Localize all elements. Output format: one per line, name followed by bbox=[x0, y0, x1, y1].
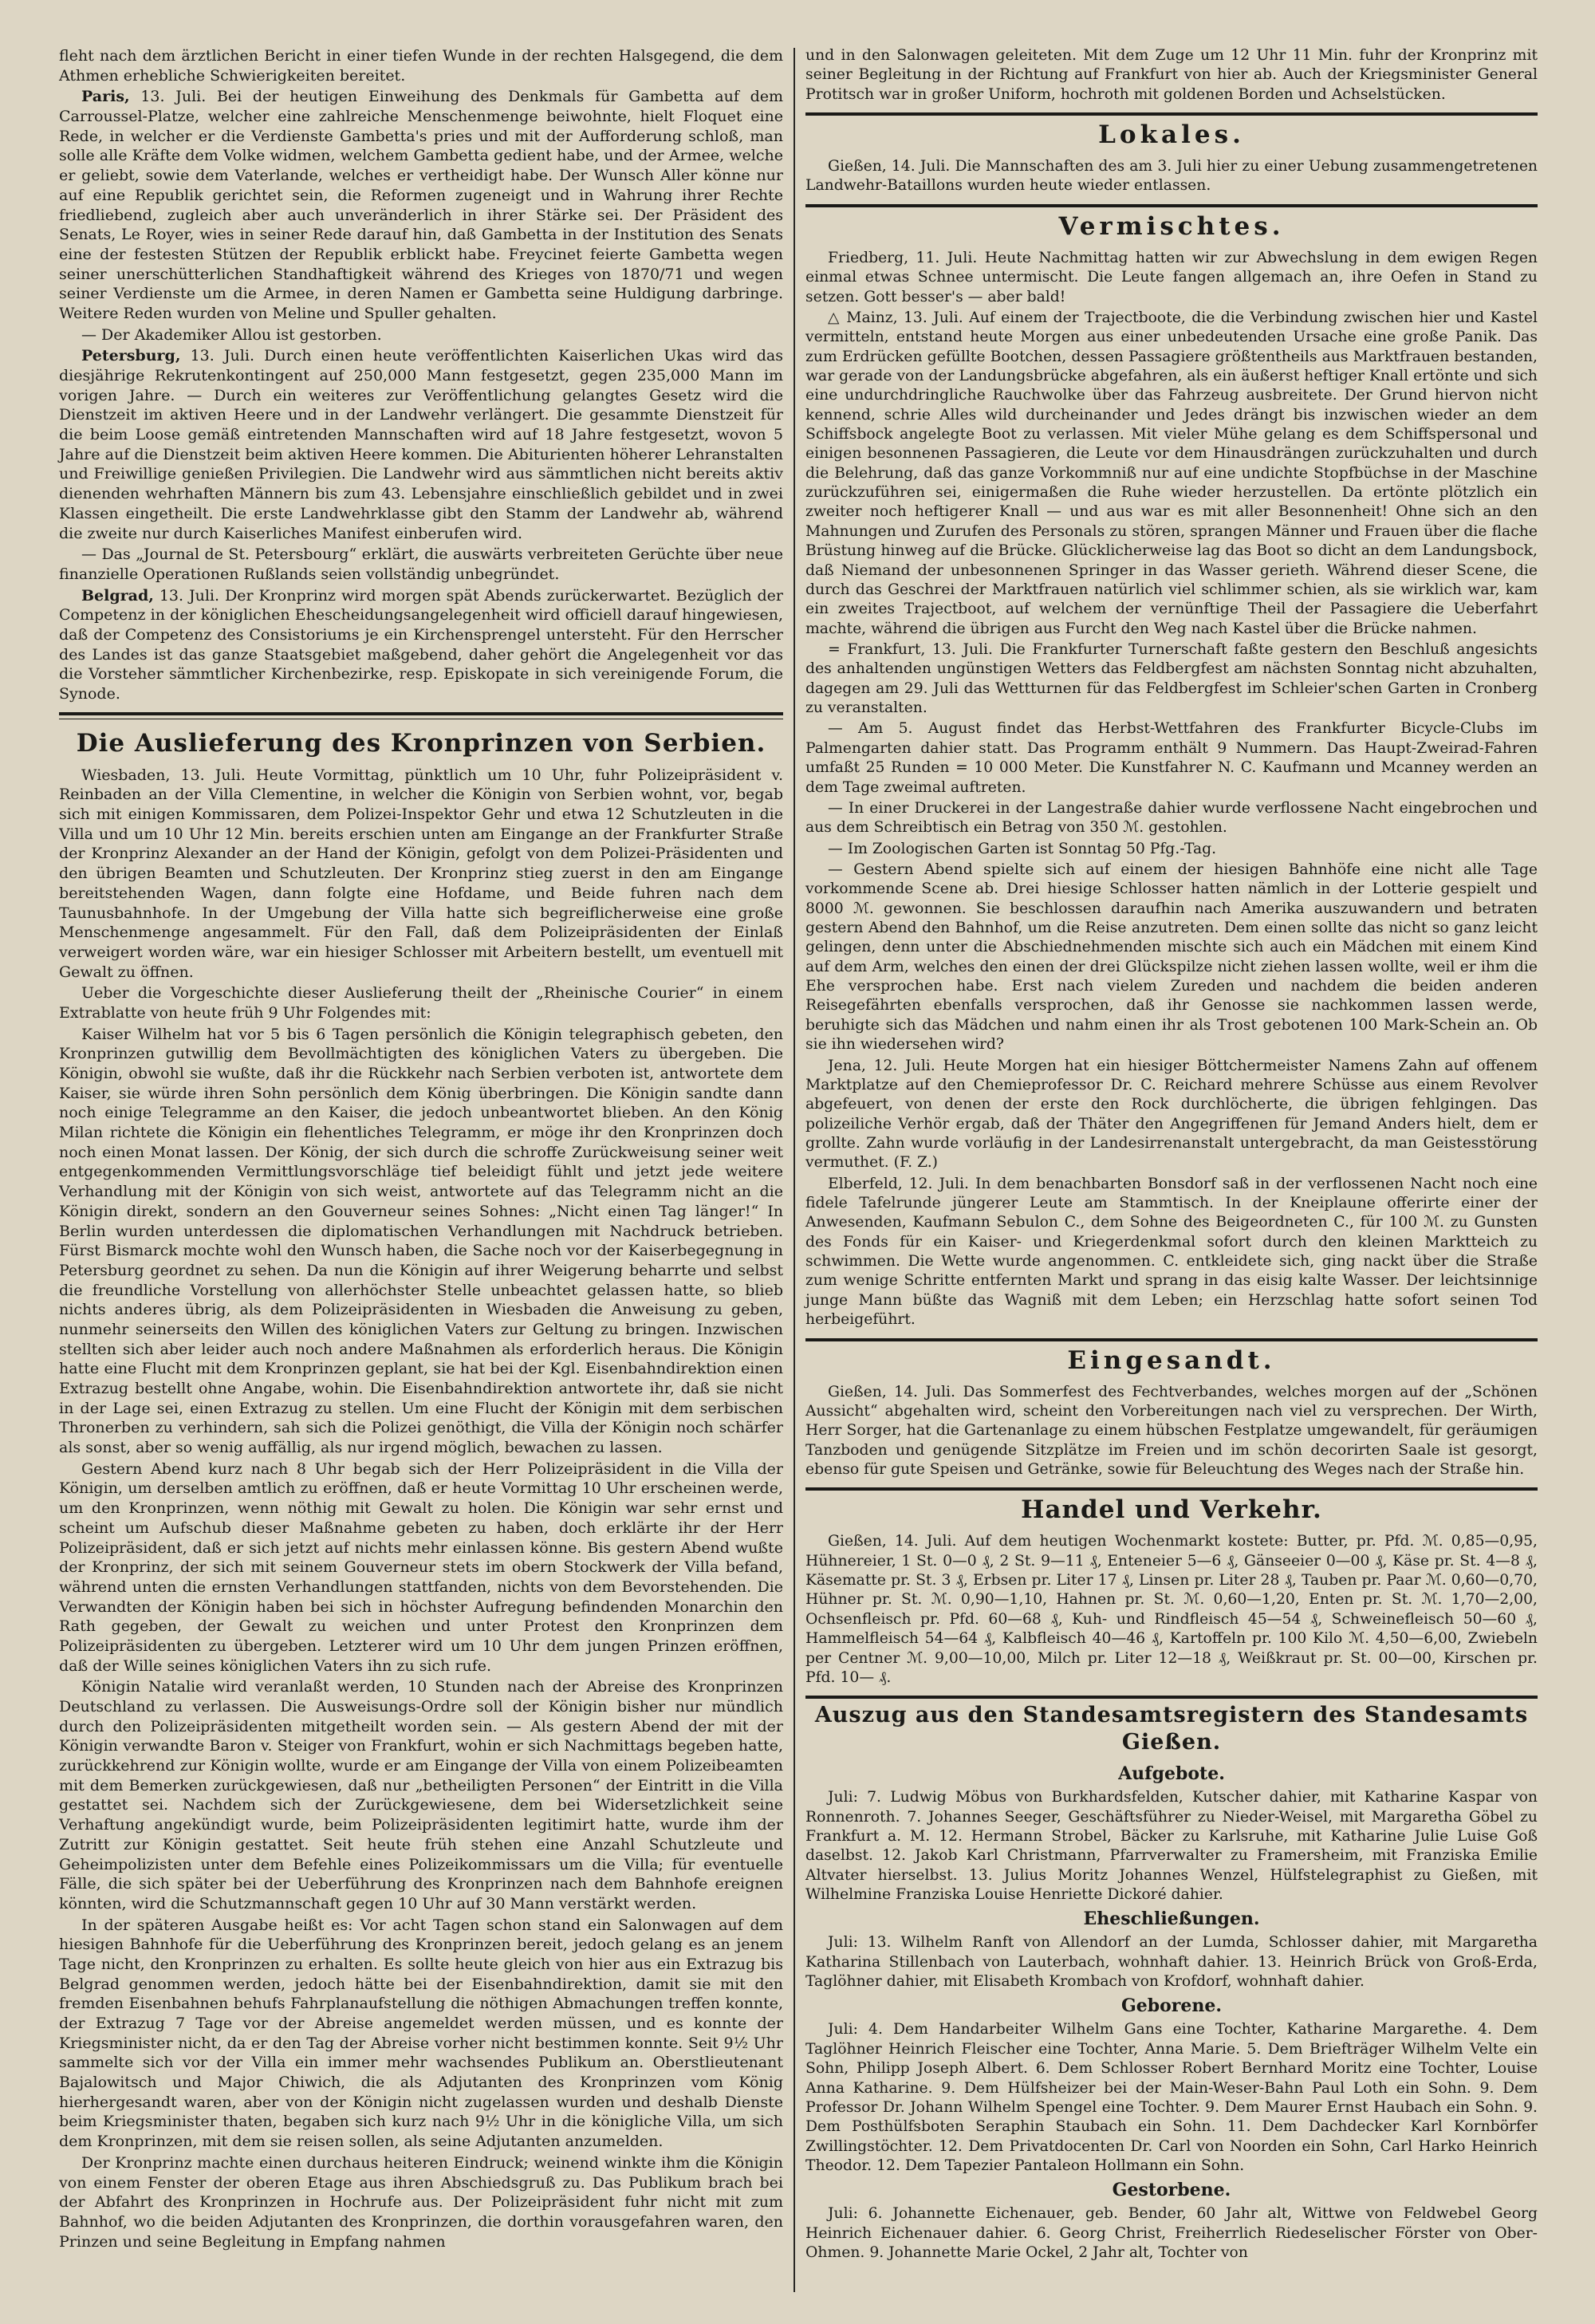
paragraph bbox=[59, 586, 783, 704]
paragraph: Juli: 13. Wilhelm Ranft von Allendorf an der Lumda, Schlosser dahier, mit Margaretha Katharina Stillenbach von Lauterbach, wohnhaft dahier. 13. Heinrich Brück von Groß-Erda, Taglöhner dahier, mit Elisabeth Krombach von Krofdorf, wohnhaft dahier. bbox=[805, 1934, 1538, 1991]
section-title-eingesandt: Eingesandt. bbox=[1067, 1345, 1276, 1375]
paragraph-text: 13. Juli. Durch einen heute veröffentlichten Kaiserlichen Ukas wird das diesjährige Rekrutenkontingent auf 250,000 Mann festgesetzt, gegen 235,000 Mann im vorigen Jahre. — Durch ein weiteres zur Veröffentlichung gelangtes Gesetz wird die Dienstzeit im aktiven Heere und in der Landwehr verlängert. Die gesammte Dienstzeit für die beim Loose gemäß eintretenden Mannschaften wird auf 18 Jahre festgesetzt, wovon 5 Jahre auf die Dienstzeit beim aktiven Heere kommen. Die Abiturienten höherer Lehranstalten und Freiwillige genießen Privilegien. Die Landwehr wird aus sämmtlichen nicht bereits aktiv dienenden wehrhaften Männern bis zum 43. Lebensjahre einschließlich gebildet und in zwei Klassen eingetheilt. Die erste Landwehrklasse gibt den Stamm der Landwehr ab, während die zweite nur durch Kaiserliches Manifest einberufen wird. bbox=[59, 347, 783, 542]
article-title: Die Auslieferung des Kronprinzen von Serbien. bbox=[76, 728, 766, 758]
paragraph-text: 13. Juli. Der Kronprinz wird morgen spät Abends zurückerwartet. Bezüglich der Competenz in der königlichen Ehescheidungsangelegenheit wird officiell darauf hingewiesen, daß der Competenz des Consistoriums je ein Kirchensprengel untersteht. Für den Herrscher des Landes ist das ganze Staatsgebiet maßgebend, daher gehört die Angelegenheit vor das die Vorsteher sämmtlicher Kirchenbezirke, resp. Episkopate in sich vereinigende Forum, die Synode. bbox=[59, 586, 783, 703]
section-title-standesamt: Auszug aus den Standesamtsregistern des Standesamts Gießen. bbox=[814, 1703, 1529, 1755]
paragraph: Juli: 7. Ludwig Möbus von Burkhardsfelden, Kutscher dahier, mit Katharine Kaspar von Ronnenroth. 7. Johannes Seeger, Geschäftsführer zu Nieder-Weisel, mit Margaretha Göbel zu Frankfurt a. M. 12. Hermann Strobel, Bäcker zu Karlsruhe, mit Katharine Julie Luise Goß daselbst. 12. Jakob Karl Christmann, Pfarrverwalter zu Framersheim, mit Franziska Emilie Altvater hierselbst. 13. Julius Moritz Johannes Wenzel, Hülfstelegraphist zu Gießen, mit Wilhelmine Franziska Louise Henriette Dickoré dahier. bbox=[805, 1789, 1538, 1904]
paragraph: fleht nach dem ärztlichen Bericht in einer tiefen Wunde in der rechten Halsgegend, die dem Athmen erhebliche Schwierigkeiten bereitet. bbox=[59, 47, 783, 85]
left-column bbox=[59, 46, 783, 2292]
section-rule bbox=[805, 1487, 1538, 1491]
paragraph: und in den Salonwagen geleiteten. Mit dem Zuge um 12 Uhr 11 Min. fuhr der Kronprinz mit seiner Begleitung in der Richtung auf Frankfurt von hier ab. Auch der Kriegsminister General Protitsch war in großer Uniform, hochroth mit goldenen Borden und Achselstücken. bbox=[805, 47, 1538, 103]
paragraph: Ueber die Vorgeschichte dieser Auslieferung theilt der „Rheinische Courier“ in einem Extrablatte von heute früh 9 Uhr Folgendes mit: bbox=[59, 984, 783, 1022]
paragraph: Jena, 12. Juli. Heute Morgen hat ein hiesiger Böttchermeister Namens Zahn auf offenem Marktplatze auf den Chemieprofessor Dr. C. Reichard mehrere Schüsse aus einem Revolver abgefeuert, von denen der erste den Rock durchlöcherte, die übrigen fehlgingen. Das polizeiliche Verhör ergab, daß der Thäter den Angegriffenen für Jemand Anders hielt, dem er grollte. Zahn wurde vorläufig in der Landesirrenanstalt untergebracht, da man Geistesstörung vermuthet. (F. Z.) bbox=[805, 1057, 1538, 1172]
right-column bbox=[805, 46, 1538, 2292]
paragraph: In der späteren Ausgabe heißt es: Vor acht Tagen schon stand ein Salonwagen auf dem hiesigen Bahnhofe für die Ueberführung des Kronprinzen bereit, jedoch gelang es an jenem Tage nicht, den Kronprinzen zu erhalten. Es sollte heute gleich von hier aus ein Extrazug bis Belgrad genommen werden, jedoch hätte bei der Eisenbahndirektion, damit sie mit den fremden Eisenbahnen behufs Fahrplanaufstellung die nöthigen Abmachungen treffen konnte, der Extrazug 7 Tage vor der Abreise angemeldet werden müssen, und es konnte der Kriegsminister nicht, da er den Tag der Abreise vorher nicht bestimmen konnte. Seit 9½ Uhr sammelte sich vor der Villa ein immer mehr wachsendes Publikum an. Oberstlieutenant Bajalowitsch und Major Chiwich, die als Adjutanten des Kronprinzen vom König hierhergesandt waren, aber von der Königin nicht zugelassen wurden und deshalb Dienste beim Kriegsminister thaten, begaben sich kurz nach 9½ Uhr in die königliche Villa, um sich dem Kronprinzen, mit dem sie reisen sollen, als seine Adjutanten anzumelden. bbox=[59, 1916, 783, 2151]
section-title-lokales: Lokales. bbox=[1098, 120, 1245, 150]
dateline-place: Paris, bbox=[81, 88, 130, 106]
paragraph: Friedberg, 11. Juli. Heute Nachmittag hatten wir zur Abwechslung in dem ewigen Regen einmal etwas Schnee untermischt. Die Leute fangen allgemach an, ihre Oefen in Stand zu setzen. Gott besser's — aber bald! bbox=[805, 249, 1538, 305]
section-rule bbox=[805, 1696, 1538, 1699]
paragraph: Juli: 4. Dem Handarbeiter Wilhelm Gans eine Tochter, Katharine Margarethe. 4. Dem Taglöhner Heinrich Fleischer eine Tochter, Anna Marie. 5. Dem Briefträger Wilhelm Velte ein Sohn, Philipp Joseph Albert. 6. Dem Schlosser Robert Bernhard Moritz eine Tochter, Louise Anna Katharine. 9. Dem Hülfsheizer bei der Main-Weser-Bahn Paul Loth ein Sohn. 9. Dem Professor Dr. Johann Wilhelm Spengel eine Tochter. 9. Dem Maurer Ernst Haubach ein Sohn. 9. Dem Posthülfsboten Seraphin Staubach ein Sohn. 11. Dem Dachdecker Karl Kornbörfer Zwillingstöchter. 12. Dem Privatdocenten Dr. Carl von Noorden ein Sohn, Carl Harko Heinrich Theodor. 12. Dem Tapezier Pantaleon Hollmann ein Sohn. bbox=[805, 2021, 1538, 2174]
paragraph: Wiesbaden, 13. Juli. Heute Vormittag, pünktlich um 10 Uhr, fuhr Polizeipräsident v. Reinbaden an der Villa Clementine, in welcher die Königin von Serbien wohnt, vor, begab sich mit einigen Kommissaren, dem Polizei-Inspektor Gehr und etwa 12 Schutzleuten in die Villa und um 10 Uhr 12 Min. bereits erschien unten am Eingange an der Frankfurter Straße der Kronprinz Alexander an der Hand der Königin, gefolgt von dem Polizei-Präsidenten und den übrigen Beamten und Schutzleuten. Der Kronprinz stieg zuerst in den am Eingange bereitstehenden Wagen, dann folgte eine Hofdame, und Beide fuhren nach dem Taunusbahnhofe. In der Umgebung der Villa hatte sich begreiflicherweise eine große Menschenmenge angesammelt. Für den Fall, daß dem Polizeipräsidenten der Einlaß verweigert worden wäre, war ein hiesiger Schlosser mit Arbeitern bestellt, um eventuell mit Gewalt zu öffnen. bbox=[59, 766, 783, 981]
subsection-title-gestorbene: Gestorbene. bbox=[1112, 2180, 1231, 2201]
paragraph: △ Mainz, 13. Juli. Auf einem der Trajectboote, die die Verbindung zwischen hier und Kastel vermitteln, entstand heute Morgen aus einer unbedeutenden Ursache eine große Panik. Das zum Erdrücken gefüllte Bootchen, dessen Passagiere größtentheils aus Marktfrauen bestanden, war gerade von der Landungsbrücke abgefahren, als ein äußerst heftiger Knall ertönte und sich eine undurchdringliche Rauchwolke über das Fahrzeug ausbreitete. Der Grund hiervon nicht kennend, schrie Alles wild durcheinander und Jedes drängt bis inzwischen wieder an dem Schiffsbock angelegte Boot zu verlassen. Mit vieler Mühe gelang es dem Schiffspersonal und einigen besonnenen Passagieren, die Leute vor dem Hinausdrängen zurückzuhalten und durch die Belehrung, daß das ganze Vorkommniß nur auf eine undichte Stopfbüchse in der Maschine zurückzuführen sei, einigermaßen die Ruhe wieder herzustellen. Da ertönte plötzlich ein zweiter noch heftigerer Knall — und aus war es mit aller Besonnenheit! Ohne sich an den Mahnungen und Zurufen des Personals zu stören, sprangen Männer und Frauen über die flache Brüstung hinweg auf die Brücke. Glücklicherweise lag das Boot so dicht an dem Landungsbock, daß Niemand der unbesonnenen Springer in das Wasser gerieth. Während dieser Scene, die durch das Geschrei der Marktfrauen natürlich viel schlimmer schien, als sie wirklich war, kam ein zweites Trajectboot, auf welchem der vernünftige Theil der Passagiere die Ueberfahrt machte, während die übrigen aus Furcht den Weg nach Kastel über die Brücke nahmen. bbox=[805, 309, 1538, 637]
column-divider bbox=[794, 48, 795, 2292]
section-title-vermischtes: Vermischtes. bbox=[1058, 211, 1285, 241]
paragraph: — Der Akademiker Allou ist gestorben. bbox=[81, 325, 382, 344]
section-rule bbox=[805, 112, 1538, 116]
paragraph: — Gestern Abend spielte sich auf einem der hiesigen Bahnhöfe eine nicht alle Tage vorkommende Scene ab. Drei hiesige Schlosser hatten nämlich in der Lotterie gespielt und 8000 ℳ. gewonnen. Sie beschlossen daraufhin nach Amerika auszuwandern und betraten gestern Abend den Bahnhof, um die Reise anzutreten. Dem einen sollte das nicht so ganz leicht gelingen, denn unter die Abschiednehmenden mischte sich auch ein Mädchen mit einem Kind auf dem Arm, welches den einen der drei Glückspilze nicht ziehen lassen wollte, weil er ihm die Ehe versprochen habe. Erst nach vielem Zureden und nachdem die beiden anderen Reisegefährten ebenfalls versprochen, daß ihr Genosse sie nachkommen lassen werde, beruhigte sich das Mädchen und nahm einen ihr als Trost gebotenen 100 Mark-Schein an. Ob sie ihn wiedersehen wird? bbox=[805, 861, 1538, 1054]
paragraph: Königin Natalie wird veranlaßt werden, 10 Stunden nach der Abreise des Kronprinzen Deutschland zu verlassen. Die Ausweisungs-Ordre soll der Königin bisher nur mündlich durch den Polizeipräsidenten mitgetheilt worden sein. — Als gestern Abend der mit der Königin verwandte Baron v. Steiger von Frankfurt, wohin er sich Nachmittags begeben hatte, zurückkehrend zur Königin wollte, wurde er am Eingange der Villa von einem Polizeibeamten mit dem Bemerken zurückgewiesen, daß nur „betheiligten Personen“ der Eintritt in die Villa gestattet sei. Nachdem sich der Zurückgewiesene, dem bei Widersetzlichkeit seine Verhaftung angekündigt wurde, beim Polizeipräsidenten legitimirt hatte, wurde ihm der Zutritt zur Königin gestattet. Seit heute früh stehen eine Anzahl Schutzleute und Geheimpolizisten unter dem Befehle eines Polizeikommissars um die Villa; für eventuelle Fälle, die sich später bei der Ueberführung des Kronprinzen nach dem Bahnhofe ereignen könnten, wird die Schutzmannschaft gegen 10 Uhr auf 30 Mann verstärkt werden. bbox=[59, 1678, 783, 1912]
dateline-place: Petersburg, bbox=[81, 347, 181, 365]
subsection-title-geborene: Geborene. bbox=[1120, 1995, 1223, 2017]
paragraph: — Im Zoologischen Garten ist Sonntag 50 Pfg.-Tag. bbox=[828, 840, 1217, 857]
section-rule bbox=[59, 712, 783, 715]
paragraph: — Am 5. August findet das Herbst-Wettfahren des Frankfurter Bicycle-Clubs im Palmengarten dahier statt. Das Programm enthält 9 Nummern. Das Haupt-Zweirad-Fahren umfaßt 25 Runden = 10 000 Meter. Die Kunstfahrer N. C. Kaufmann und Mcanney werden an dem Tage zweimal auftreten. bbox=[805, 720, 1538, 796]
section-rule bbox=[805, 1338, 1538, 1341]
section-rule bbox=[805, 204, 1538, 207]
paragraph: Kaiser Wilhelm hat vor 5 bis 6 Tagen persönlich die Königin telegraphisch gebeten, den Kronprinzen gutwillig dem Bevollmächtigten des königlichen Vaters zu übergeben. Die Königin, obwohl sie wußte, daß ihr die Rückkehr nach Serbien verboten ist, antwortete dem Kaiser, sie würde ihren Sohn persönlich dem König überbringen. Die Königin sandte dann noch einige Telegramme an den Kaiser, die jedoch unbeantwortet blieben. An den König Milan richtete die Königin ein flehentliches Telegramm, er möge ihr den Kronprinzen doch noch einen Monat lassen. Der König, der sich durch die schroffe Zurückweisung seiner weit entgegenkommenden Vermittlungsvorschläge tief beleidigt fühlt und jetzt jede weitere Verhandlung mit der Königin von sich weist, antwortete auf das Telegramm nicht an die Königin direkt, sondern an den Gouverneur seines Sohnes: „Nicht einen Tag länger!“ In Berlin wurden unterdessen die diplomatischen Verhandlungen mit Nachdruck betrieben. Fürst Bismarck mochte wohl den Wunsch haben, die Sache noch vor der Kaiserbegegnung in Petersburg geordnet zu sehen. Da nun die Königin auf ihrer Weigerung beharrte und selbst die freundliche Vorstellung von allerhöchster Stelle unbeachtet gelassen hatte, so blieb nichts anderes übrig, als dem Polizeipräsidenten in Wiesbaden die Anweisung zu geben, nunmehr seinerseits den Willen des königlichen Vaters zur Geltung zu bringen. Inzwischen stellten sich aber leider auch noch andere Maßnahmen als erforderlich heraus. Die Königin hatte eine Flucht mit dem Kronprinzen geplant, sie hat bei der Kgl. Eisenbahndirektion einen Extrazug bestellt ohne Angabe, wohin. Die Eisenbahndirektion antwortete ihr, daß sie nicht in der Lage sei, einen Extrazug zu stellen. Um eine Flucht der Königin mit dem serbischen Thronerben zu verhindern, sah sich die Polizei genöthigt, die Villa der Königin noch schärfer als sonst, aber so wenig auffällig, als nur irgend möglich, bewachen zu lassen. bbox=[59, 1025, 783, 1457]
paragraph: — Das „Journal de St. Petersbourg“ erklärt, die auswärts verbreiteten Gerüchte über neue finanzielle Operationen Rußlands seien vollständig unbegründet. bbox=[59, 546, 783, 583]
paragraph-text: 13. Juli. Bei der heutigen Einweihung des Denkmals für Gambetta auf dem Carroussel-Platze, welcher eine zahlreiche Menschenmenge beiwohnte, hielt Floquet eine Rede, in welcher er die Verdienste Gambetta's pries und mit der Aufforderung schloß, man solle alle Kräfte dem Volke widmen, welchem Gambetta gedient habe, und der Armee, welche er geliebt, sowie dem Vaterlande, welches er vertheidigt habe. Der Wunsch Aller könne nur auf eine Republik gerichtet sein, die Reformen zugeneigt und in Wahrung ihrer Rechte friedliebend, zugleich aber auch unveränderlich in ihrer Stärke sei. Der Präsident des Senats, Le Royer, wies in seiner Rede darauf hin, daß Gambetta in der Institution des Senats eine der festesten Stützen der Republik erblickt habe. Freycinet feierte Gambetta wegen seiner unerschütterlichen Standhaftigkeit während des Krieges von 1870/71 und wegen seiner Verdienste um die Armee, in deren Namen er Gambetta seine Huldigung darbringe. Weitere Reden wurden von Meline und Spuller gehalten. bbox=[59, 88, 783, 322]
dateline-place: Belgrad, bbox=[81, 586, 154, 605]
paragraph: Gießen, 14. Juli. Auf dem heutigen Wochenmarkt kostete: Butter, pr. Pfd. ℳ. 0,85—0,95, Hühnereier, 1 St. 0—0 ₰, 2 St. 9—11 ₰, Enteneier 5—6 ₰, Gänseeier 0—00 ₰, Käse pr. St. 4—8 ₰, Käsematte pr. St. 3 ₰, Erbsen pr. Liter 17 ₰, Linsen pr. Liter 28 ₰, Tauben pr. Paar ℳ. 0,60—0,70, Hühner pr. St. ℳ. 0,90—1,10, Hahnen pr. St. ℳ. 0,60—1,20, Enten pr. St. ℳ. 1,70—2,00, Ochsenfleisch pr. Pfd. 60—68 ₰, Kuh- und Rindfleisch 45—54 ₰, Schweinefleisch 50—60 ₰, Hammelfleisch 54—64 ₰, Kalbfleisch 40—46 ₰, Kartoffeln pr. 100 Kilo ℳ. 4,50—6,00, Zwiebeln per Centner ℳ. 9,00—10,00, Milch pr. Liter 12—18 ₰, Weißkraut pr. St. 00—00, Kirschen pr. Pfd. 10— ₰. bbox=[805, 1533, 1538, 1686]
paragraph: Elberfeld, 12. Juli. In dem benachbarten Bonsdorf saß in der verflossenen Nacht noch eine fidele Tafelrunde jüngerer Leute am Stammtisch. In der Kneiplaune offerirte einer der Anwesenden, Kaufmann Sebulon C., dem Sohne des Beigeordneten C., für 100 ℳ. zu Gunsten des Fonds für ein Kaiser- und Kriegerdenkmal sofort durch den kleinen Marktteich zu schwimmen. Die Wette wurde angenommen. C. entkleidete sich, ging nackt über die Straße zum wenige Schritte entfernten Markt und sprang in das eisig kalte Wasser. Der leichtsinnige junge Mann büßte das Wagniß mit dem Leben; ein Herzschlag hatte sofort seinen Tod herbeigeführt. bbox=[805, 1175, 1538, 1329]
subsection-title-aufgebote: Aufgebote. bbox=[1118, 1763, 1225, 1785]
paragraph: Der Kronprinz machte einen durchaus heiteren Eindruck; weinend winkte ihm die Königin von einem Fenster der oberen Etage aus ihren Abschiedsgruß zu. Das Publikum brach bei der Abfahrt des Kronprinzen in Hochrufe aus. Der Polizeipräsident fuhr nicht mit zum Bahnhof, wo die beiden Adjutanten des Kronprinzen, die dorthin vorausgefahren waren, den Prinzen und seine Begleitung in Empfang nahmen bbox=[59, 2153, 783, 2251]
section-title-handel: Handel und Verkehr. bbox=[1021, 1495, 1322, 1525]
paragraph: Gestern Abend kurz nach 8 Uhr begab sich der Herr Polizeipräsident in die Villa der Königin, um derselben amtlich zu eröffnen, daß er heute Vormittag 10 Uhr erscheinen werde, um den Kronprinzen, wenn nöthig mit Gewalt zu holen. Die Königin war sehr ernst und scheint um Aufschub dieser Maßnahme gebeten zu haben, doch erklärte ihr der Herr Polizeipräsident, daß er sich jetzt auf nichts mehr einlassen könne. Bis gestern Abend wußte der Kronprinz, der sich mit seinem Gouverneur stets im obern Stockwerk der Villa befand, während unten die ernsten Verhandlungen stattfanden, nichts von dem Bevorstehenden. Die Verwandten der Königin haben bei sich in höchster Aufregung befindenden Monarchin den Rath gegeben, der Gewalt zu weichen und unter Protest den Kronprinzen dem Polizeipräsidenten zu übergeben. Letzterer wird um 10 Uhr dem jungen Prinzen eröffnen, daß der Wille seines königlichen Vaters ihn zu sich rufe. bbox=[59, 1459, 783, 1675]
paragraph: — In einer Druckerei in der Langestraße dahier wurde verflossene Nacht eingebrochen und aus dem Schreibtisch ein Betrag von 350 ℳ. gestohlen. bbox=[805, 799, 1538, 837]
subsection-title-eheschliessungen: Eheschließungen. bbox=[1083, 1908, 1260, 1930]
paragraph: = Frankfurt, 13. Juli. Die Frankfurter Turnerschaft faßte gestern den Beschluß angesichts des anhaltenden ungünstigen Wetters das Feldbergfest am nächsten Sonntag nicht abzuhalten, dagegen am 29. Juli das Wettturnen für das Feldbergfest im Schleier'schen Garten in Cronberg zu veranstalten. bbox=[805, 640, 1538, 717]
paragraph: Gießen, 14. Juli. Das Sommerfest des Fechtverbandes, welches morgen auf der „Schönen Aussicht“ abgehalten wird, scheint den Vorbereitungen nach viel zu versprechen. Der Wirth, Herr Sorger, hat die Gartenanlage zu einem hübschen Festplatze umgewandelt, für geräumigen Tanzboden und genügende Sitzplätze im Freien und im schön decorirten Saale ist gesorgt, ebenso für gute Speisen und Getränke, sowie für Beleuchtung des Weges nach der Straße hin. bbox=[805, 1383, 1538, 1478]
paragraph bbox=[59, 87, 783, 323]
paragraph: Juli: 6. Johannette Eichenauer, geb. Bender, 60 Jahr alt, Wittwe von Feldwebel Georg Heinrich Eichenauer dahier. 6. Georg Christ, Freiherrlich Riedeselischer Förster von Ober-Ohmen. 9. Johannette Marie Ockel, 2 Jahr alt, Tochter von bbox=[805, 2205, 1538, 2262]
paragraph bbox=[59, 346, 783, 543]
paragraph: Gießen, 14. Juli. Die Mannschaften des am 3. Juli hier zu einer Uebung zusammengetretenen Landwehr-Bataillons wurden heute wieder entlassen. bbox=[805, 158, 1538, 195]
